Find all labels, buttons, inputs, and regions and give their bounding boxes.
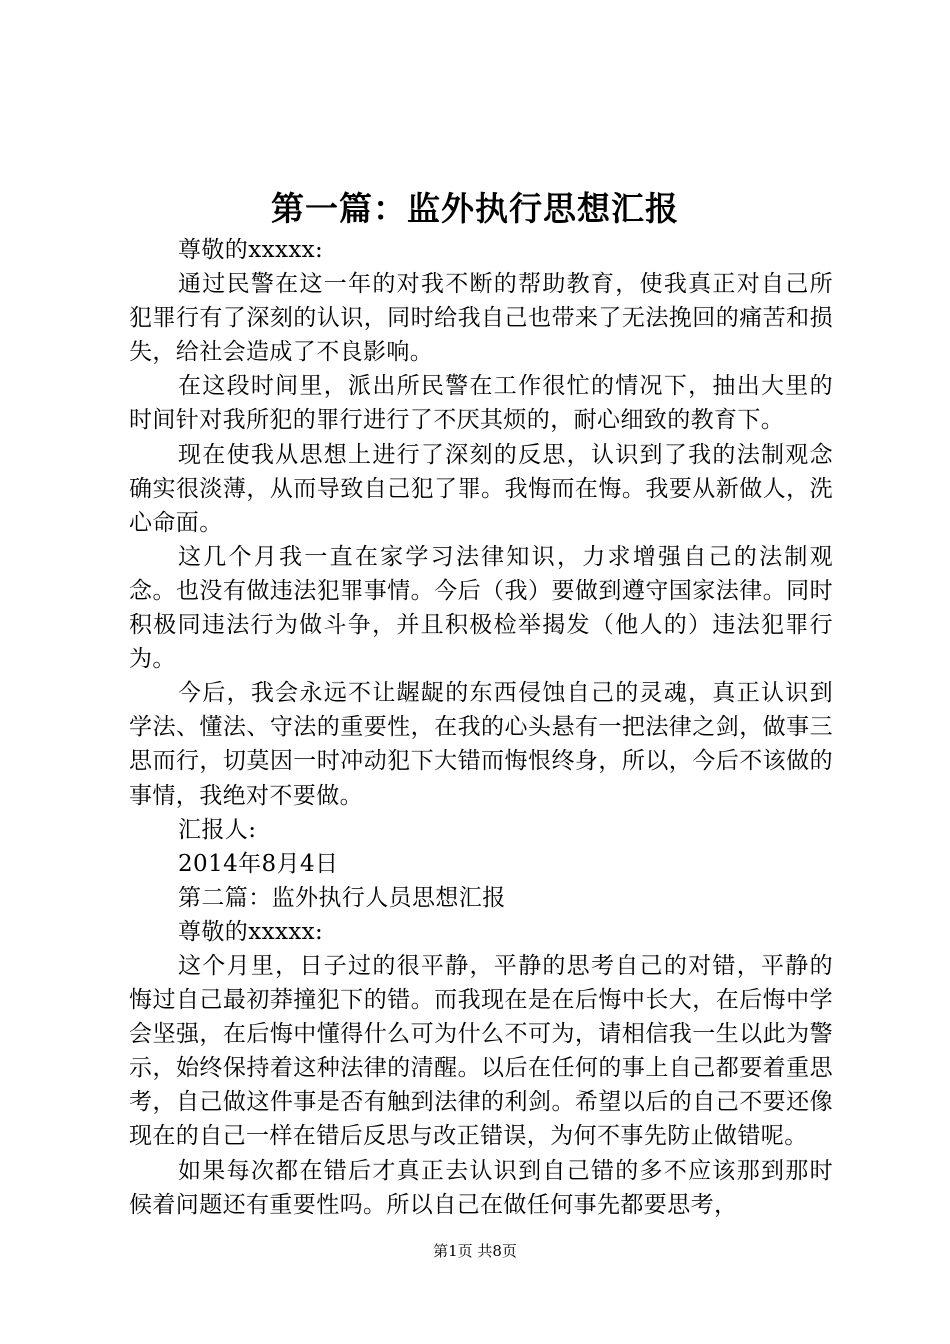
report-date: 2014年8月4日 — [178, 850, 339, 877]
paragraph: 这几个月我一直在家学习法律知识，力求增强自己的法制观念。也没有做违法犯罪事情。今后（我）要做到遵守国家法律。同时积极同违法行为做斗争，并且积极检举揭发（他人的）违法犯罪行为。 — [129, 543, 833, 673]
paragraph: 这个月里，日子过的很平静，平静的思考自己的对错，平静的悔过自己最初莽撞犯下的错。而我现在是在后悔中长大，在后悔中学会坚强，在后悔中懂得什么可为什么不可为，请相信我一生以此为警示，始终保持着这种法律的清醒。以后在任何的事上自己都要着重思考，自己做这件事是否有触到法律的利剑。希望以后的自己不要还像现在的自己一样在错后反思与改正错误，为何不事先防止做错呢。 — [129, 952, 833, 1150]
document-body — [129, 233, 833, 1222]
paragraph: 在这段时间里，派出所民警在工作很忙的情况下，抽出大里的时间针对我所犯的罪行进行了不厌其烦的，耐心细致的教育下。 — [129, 373, 833, 434]
paragraph: 如果每次都在错后才真正去认识到自己错的多不应该那到那时候着问题还有重要性吗。所以自己在做任何事先都要思考， — [129, 1157, 833, 1218]
paragraph: 今后，我会永远不让龌龊的东西侵蚀自己的灵魂，真正认识到学法、懂法、守法的重要性，在我的心头悬有一把法律之剑，做事三思而行，切莫因一时冲动犯下大错而悔恨终身，所以，今后不该做的事情，我绝对不要做。 — [129, 680, 833, 809]
section-heading: 第二篇：监外执行人员思想汇报 — [178, 884, 506, 911]
page-footer: 第1页 共8页 — [433, 1242, 517, 1260]
reporter-label: 汇报人: — [178, 816, 257, 843]
salutation: 尊敬的xxxxx: — [178, 237, 324, 263]
paragraph: 通过民警在这一年的对我不断的帮助教育，使我真正对自己所犯罪行有了深刻的认识，同时给我自己也带来了无法挽回的痛苦和损失，给社会造成了不良影响。 — [129, 271, 833, 366]
salutation: 尊敬的xxxxx: — [178, 918, 324, 945]
paragraph: 现在使我从思想上进行了深刻的反思，认识到了我的法制观念确实很淡薄，从而导致自己犯了罪。我悔而在悔。我要从新做人，洗心命面。 — [129, 441, 833, 536]
document-title: 第一篇：监外执行思想汇报 — [271, 189, 679, 228]
